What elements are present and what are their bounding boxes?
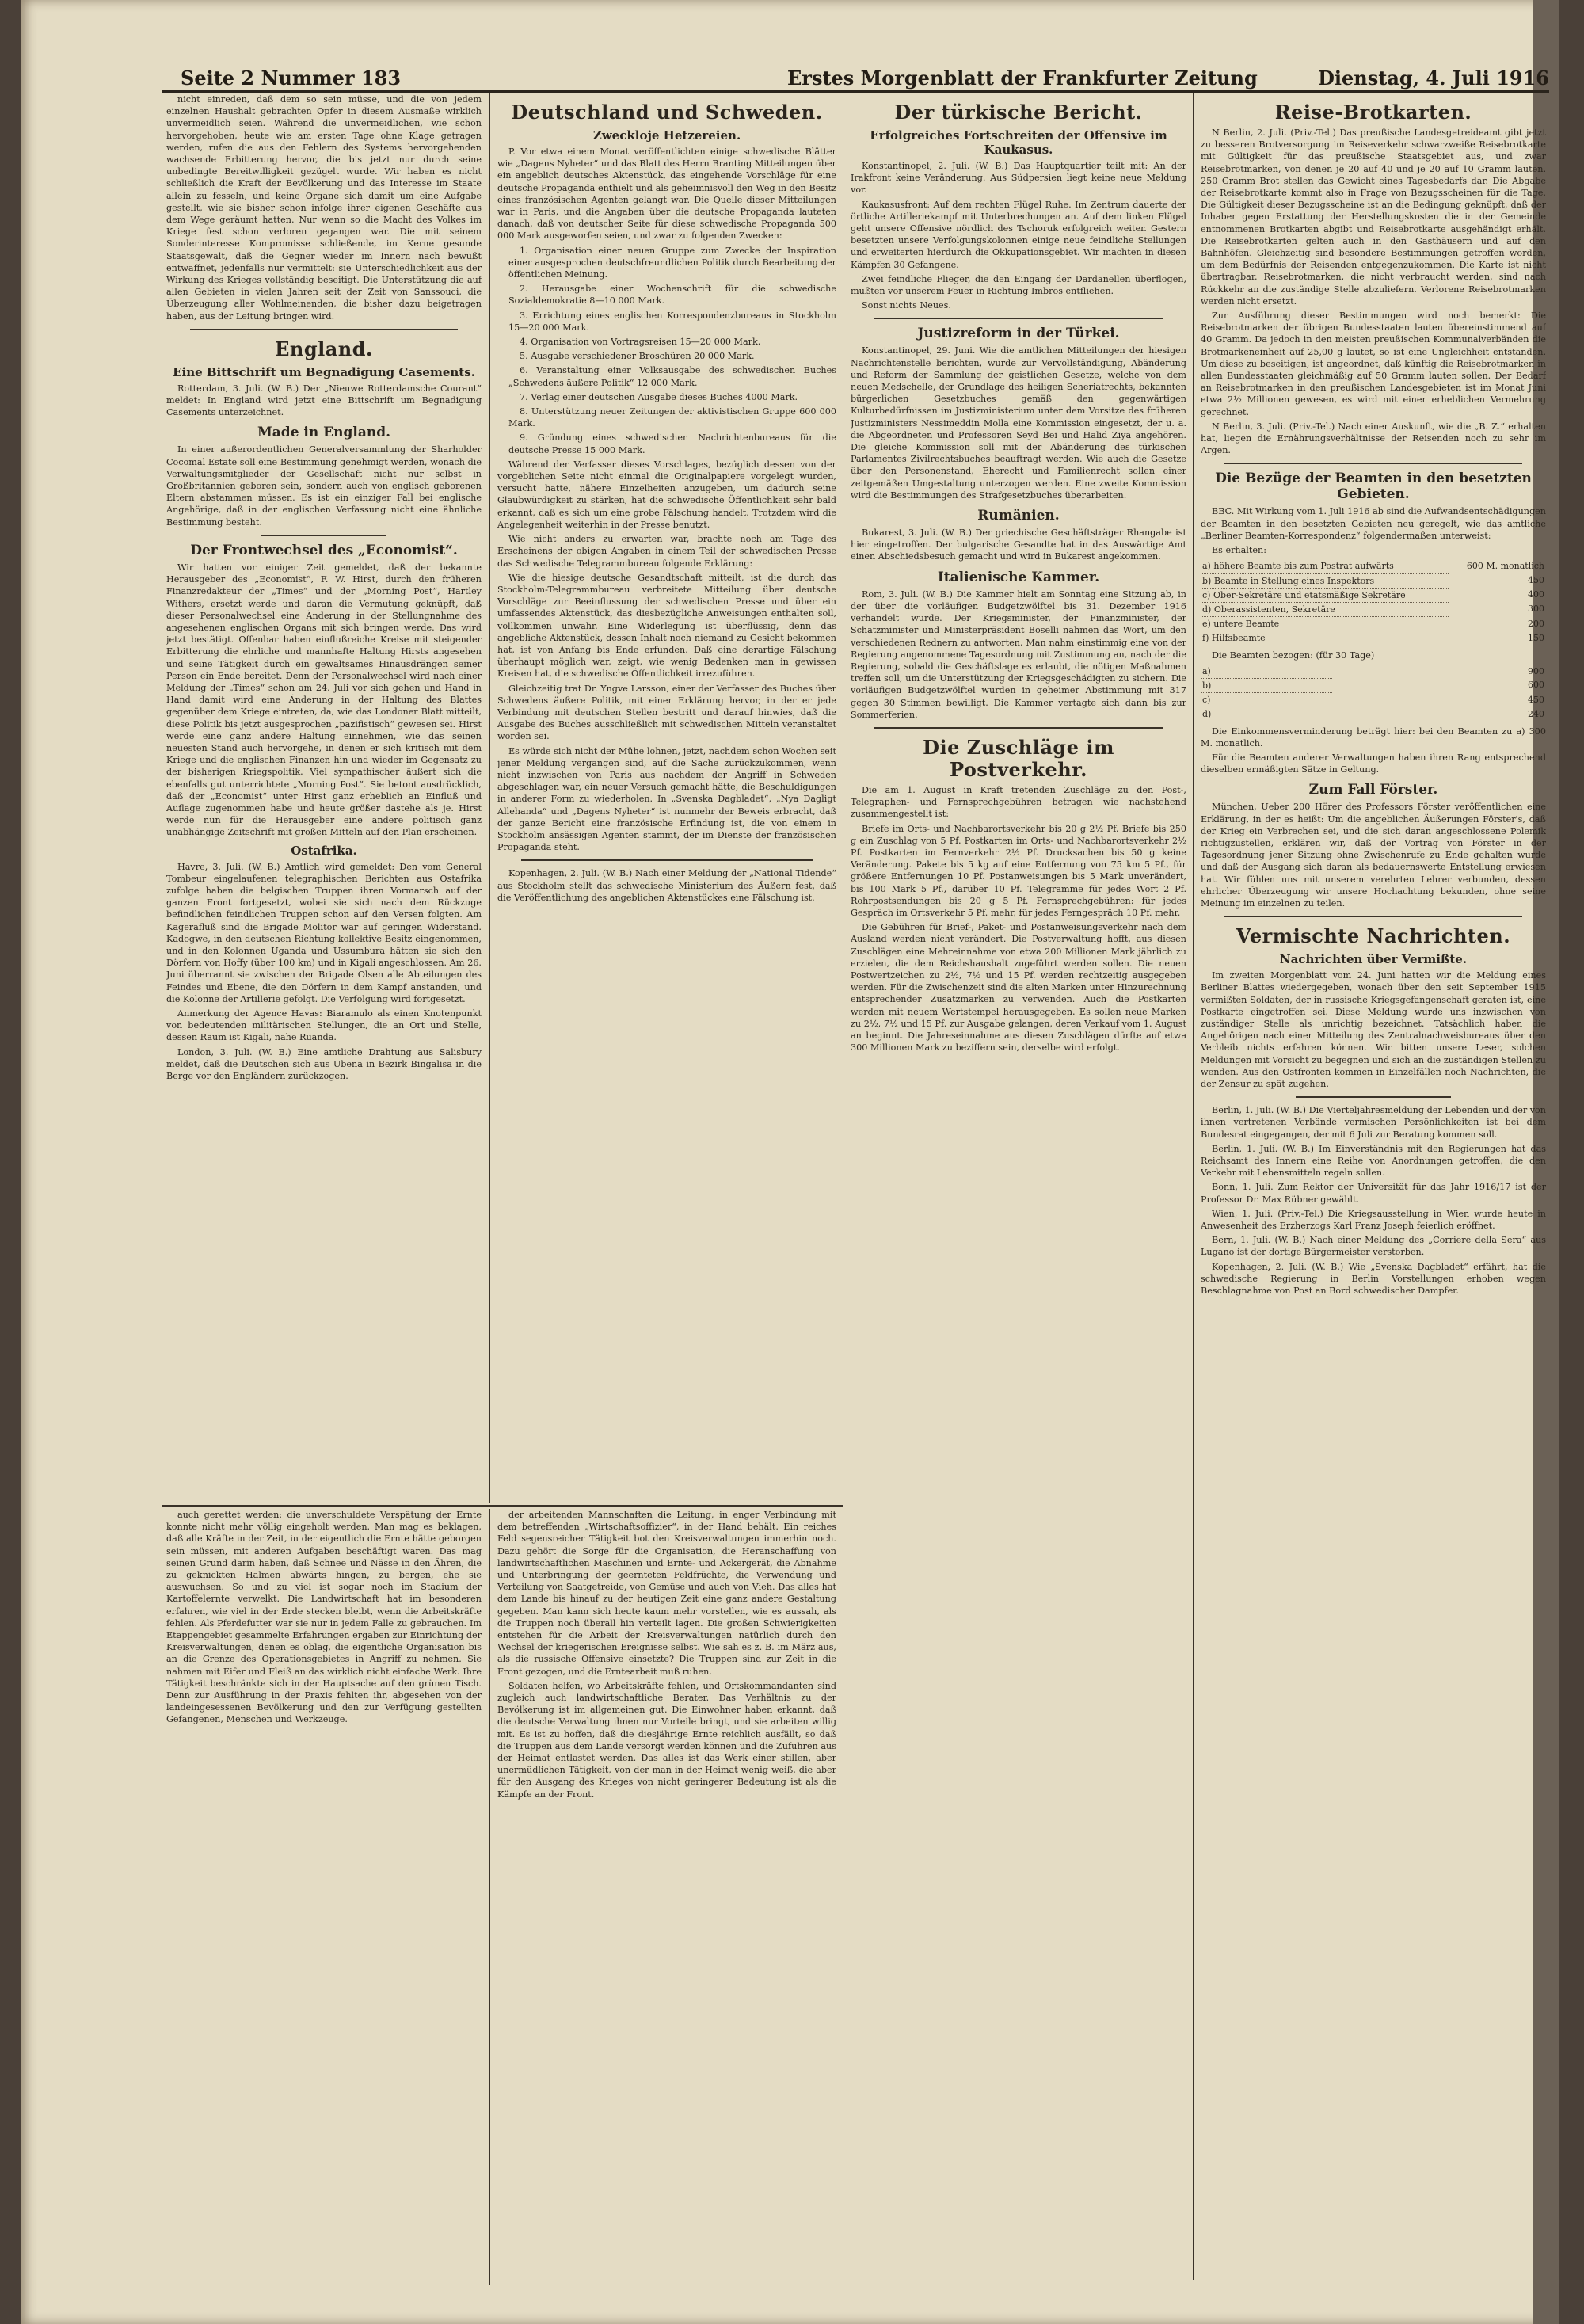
section-heading: England. xyxy=(275,337,373,360)
article-subheading: Zweckloje Hetzereien. xyxy=(592,128,741,143)
list-item: 9. Gründung eines schwedischen Nachrichtenbureaus für die deutsche Presse 15 000 Mark. xyxy=(508,432,836,455)
news-item: Rom, 3. Juli. (W. B.) Die Kammer hielt am Sonntag eine Sitzung ab, in der über die vorläufigen Budgetzwölftel bis 31. Dezember 1916 verhandelt wurde. Der Kriegsminister, der Finanzminister, der Schatzminister und Ministerpräsident Boselli nahmen das Wort, um den verschiedenen Rednern zu antworten. Man nahm einstimmig eine von der Regierung angenommene Tagesordnung mit Zustimmung an, nach der die Regierung, sobald die Geschäftslage es erlaubt, die nötigen Maßnahmen treffen soll, um die Unterstützung der Kriegsgeschädigten zu sichern. Die vorläufigen Budgetzwölftel wurden in geheimer Abstimmung mit 317 gegen 30 Stimmen bewilligt. Die Kammer vertagte sich dann bis zur Sommerferien. xyxy=(851,589,1186,720)
article-separator xyxy=(190,329,458,330)
table-intro: Die Beamten bezogen: (für 30 Tage) xyxy=(1212,650,1375,661)
news-item: BBC. Mit Wirkung vom 1. Juli 1916 ab sind die Aufwandsentschädigungen der Beamten in den besetzten Gebieten neu geregelt, wie das amtliche „Berliner Beamten-Korrespondenz“ folgendermaßen unterweist: xyxy=(1201,506,1546,541)
article-body: Während der Verfasser dieses Vorschlages, bezüglich dessen von der vorgeblichen Seite nicht einmal die Originalpapiere vorgelegt wurden, versucht hatte, nähere Einzelheiten anzugeben, um dadurch seine Glaubwürdigkeit zu stärken, hat die schwedische Öffentlichkeit sehr bald erkannt, daß es sich um eine grobe Fälschung handelt. Trotzdem wird die Angelegenheit weiterhin in der Presse benutzt. xyxy=(497,459,836,530)
bottom-column-2 xyxy=(497,1509,836,2281)
table-cell: c) Ober-Sekretäre und etatsmäßige Sekretäre xyxy=(1201,588,1449,602)
section-heading: Rumänien. xyxy=(977,508,1060,524)
table-row xyxy=(1201,665,1546,679)
news-item: Bukarest, 3. Juli. (W. B.) Der griechische Geschäftsträger Rhangabe ist hier eingetroffen. Der bulgarische Gesandte hat in das Auswärtige Amt einen Abschiedsbesuch gemacht und wird in Bukarest angekommen. xyxy=(851,528,1186,562)
budget-list xyxy=(497,245,836,456)
article-heading: Reise-Brotkarten. xyxy=(1274,101,1472,124)
list-item: 6. Veranstaltung einer Volksausgabe des schwedischen Buches „Schwedens äußere Politik“ 12 000 Mark. xyxy=(508,365,836,388)
article-separator xyxy=(521,859,813,861)
bottom-column-1 xyxy=(166,1509,482,2281)
article-body: Die Gebühren für Brief-, Paket- und Postanweisungsverkehr nach dem Ausland werden nicht verändert. Die Postverwaltung hofft, aus diesen Zuschlägen eine Mehreinnahme von etwa 200 Millionen Mark jährlich zu erzielen, die dem Reichshaushalt zugeführt werden sollen. Die neuen Postwertzeichen zu 2½, 7½ und 15 Pf. werden rechtzeitig ausgegeben werden. Für die Zwischenzeit sind die alten Marken unter Hinzurechnung entsprechender Zusatzmarken zu verwenden. Auch die Postkarten werden mit neuem Wertstempel herausgegeben. Es sollen neue Marken zu 2½, 7½ und 15 Pf. zur Ausgabe gelangen, deren Verkauf vom 1. August an beginnt. Die Jahreseinnahme aus diesen Zuschlägen dürfte auf etwa 300 Millionen Mark zu beziffern sein, derselbe wird erfolgt. xyxy=(851,922,1186,1053)
column-4 xyxy=(1201,93,1546,2280)
column-2 xyxy=(497,93,836,1499)
article-heading: Die Bezüge der Beamten in den besetzten Gebieten. xyxy=(1215,471,1532,503)
news-item: Bern, 1. Juli. (W. B.) Nach einer Meldung des „Corriere della Sera“ aus Lugano ist der dortige Bürgermeister verstorben. xyxy=(1201,1235,1546,1258)
article-body: Wie nicht anders zu erwarten war, brachte noch am Tage des Erscheinens der obigen Angaben in einem Teil der schwedischen Presse das Schwedische Telegrammbureau folgende Erklärung: xyxy=(497,534,836,569)
table-cell: 600 xyxy=(1528,680,1544,691)
table-row xyxy=(1201,617,1546,631)
article-subheading: Eine Bittschrift um Begnadigung Casements. xyxy=(173,364,475,379)
header-date: Dienstag, 4. Juli 1916 xyxy=(1318,67,1549,90)
table-row xyxy=(1201,602,1546,616)
column-rule xyxy=(489,1509,490,2285)
table-cell: 300 xyxy=(1528,604,1544,615)
article-body: Gleichzeitig trat Dr. Yngve Larsson, einer der Verfasser des Buches über Schwedens äußere Politik, mit einer Erklärung hervor, in der er jede Verbindung mit deutschen Stellen bestritt und darauf hinwies, daß die Ausgabe des Buches ausschließlich mit schwedischen Mitteln veranstaltet worden sei. xyxy=(497,683,836,742)
days-table xyxy=(1201,665,1546,722)
column-1 xyxy=(166,93,482,1499)
article-body: Die am 1. August in Kraft tretenden Zuschläge zu den Post-, Telegraphen- und Fernsprechgebühren betragen wie nachstehend zusammengestellt ist: xyxy=(851,784,1186,820)
article-separator xyxy=(874,318,1163,319)
table-row xyxy=(1201,559,1546,573)
article-body: auch gerettet werden: die unverschuldete Verspätung der Ernte konnte nicht mehr völlig eingeholt werden. Man mag es beklagen, daß alle Kräfte in der Zeit, in der eigentlich die Ernte hätte geborgen sein müssen, mit anderen Aufgaben beschäftigt waren. Das mag seinen Grund darin haben, daß Schnee und Nässe in den Ähren, die zu geknickten Halmen abwärts hingen, zu bergen, ehe sie auswuchsen. So und zu viel ist sogar noch im Stadium der Kartoffelernte verwelkt. Die Landwirtschaft hat im besonderen erfahren, wie viel in der Erde stecken bleibt, wenn die Arbeitskräfte fehlen. Als Pferdefutter war sie nur in jedem Falle zu gebrauchen. Im Etappengebiet gesammelte Erfahrungen ergaben zur Einrichtung der Kreisverwaltungen, denen es oblag, die eigentliche Organisation bis an die Grenze des Operationsgebietes in Angriff zu nehmen. Sie nahmen mit Eifer und Fleiß an das wirklich nicht einfache Werk. Ihre Tätigkeit beschränkte sich in der Hauptsache auf den grünen Tisch. Denn zur Ausführung in der Praxis fehlten ihr, abgesehen von der landeingesessenen Bevölkerung und den zur Verfügung gestellten Gefangenen, Menschen und Werkzeuge. xyxy=(166,1510,482,1725)
news-note: Anmerkung der Agence Havas: Biaramulo als einen Knotenpunkt von bedeutenden militärischen Stellungen, die an Ort und Stelle, dessen Raum ist Kigali, nahe Ruanda. xyxy=(166,1008,482,1043)
list-item: 8. Unterstützung neuer Zeitungen der aktivistischen Gruppe 600 000 Mark. xyxy=(508,406,836,429)
article-body: der arbeitenden Mannschaften die Leitung, in enger Verbindung mit dem betreffenden „Wirtschaftsoffizier“, in der Hand behält. Ein reiches Feld segensreicher Tätigkeit bot den Kreisverwaltungen immerhin noch. Dazu gehört die Sorge für die Organisation, die Heranschaffung von landwirtschaftlichen Maschinen und Ernte- und Ackergerät, die Abnahme und Unterbringung der geernteten Feldfrüchte, die Verwendung und Verteilung von Saatgetreide, von Gemüse und auch von Vieh. Das alles hat dem Lande bis hinauf zu der heutigen Zeit eine ganz andere Gestaltung gegeben. Man kann sich heute kaum mehr vorstellen, wie es aussah, als die Truppen noch überall hin verteilt lagen. Die großen Schwierigkeiten entstehen für die Arbeit der Kreisverwaltungen natürlich durch den Wechsel der kriegerischen Ereignisse selbst. Wie sah es z. B. im März aus, als die russische Offensive einsetzte? Die Truppen sind zur Zeit in die Front gezogen, und die Erntearbeit muß ruhen. xyxy=(497,1510,836,1677)
news-item: N Berlin, 3. Juli. (Priv.-Tel.) Nach einer Auskunft, wie die „B. Z.“ erhalten hat, liegen die Ernährungsverhältnisse der Reisenden noch zu sehr im Argen. xyxy=(1201,421,1546,456)
article-body: Konstantinopel, 29. Juni. Wie die amtlichen Mitteilungen der hiesigen Nachrichtenstelle berichten, wurde zur Vervollständigung, Abänderung und Reform der Sammlung der geistlichen Gesetze, welche von dem neuen Medschelle, der Grundlage des heiligen Scheriatrechts, bekannten bürgerlichen Gesetzbuches gemäß den gegenwärtigen Kulturbedürfnissen im Justizministerium unter dem Vorsitze des früheren Justizministers Nessimeddin Molla eine Kommission eingesetzt, der u. a. die Abgeordneten und Professoren Seyd Bei und Halid Ziya angehören. Die gleiche Kommission soll mit der Abänderung des türkischen Parlamentes Zivilrechtsbuches beauftragt werden. Wie auch die Gesetze über den Personenstand, Eherecht und Familienrecht sollen einer zeitgemäßen Umgestaltung unterzogen werden. Eine zweite Kommission wird die Bestimmungen des Strafgesetzbuches überarbeiten. xyxy=(851,345,1186,501)
column-rule xyxy=(489,93,490,1503)
column-rule xyxy=(1193,93,1194,2280)
article-continuation: nicht einreden, daß dem so sein müsse, und die von jedem einzelnen Haushalt gebrachten Opfer in diesem Ausmaße wirklich unvermeidlich seien. Während die unvermeidlichen, wie schon hervorgehoben, heute wie am ersten Tage ohne Klage getragen werden, rufen die aus den Fehlern des Systems hervorgehenden wachsende Erbitterung hervor, die bis jetzt nur durch seine unbedingte Bereitwilligkeit gezügelt wurde. Wir haben es nicht schließlich die Kraft der Bevölkerung und das Interesse im Staate allein zu fesseln, und keine Organe sich damit um eine Aufgabe gestellt, wie sie bisher schon infolge ihrer eigenen Geschäfte aus dem Wege geräumt hatten. Nur wenn so die Macht des Volkes im Kriege fest schon verloren gegangen war. Die mit seinem Sonderinteresse Kompromisse schließende, im Kerne gesunde Staatsgewalt, daß die Gegner wieder im Innern nach bewußt entwaffnet, jedenfalls nur vermittelt: sie Unterschiedlichkeit aus der Wirkung des Krieges vollständig beseitigt. Die Unterstützung die auf allen Gebieten in vielen Jahren seit der Zeit von Sanssouci, die Überzeugung aller Wohlmeinenden, die bisher dazu beigetragen haben, aus der Leitung bringen wird. xyxy=(166,94,482,322)
article-heading: Justizreform in der Türkei. xyxy=(917,326,1120,342)
article-separator xyxy=(1296,1096,1451,1098)
table-row xyxy=(1201,631,1546,646)
table-cell: 200 xyxy=(1528,618,1544,629)
table-intro: Es erhalten: xyxy=(1212,545,1266,556)
table-cell: 900 xyxy=(1528,665,1544,676)
news-item: Zur Ausführung dieser Bestimmungen wird noch bemerkt: Die Reisebrotmarken der übrigen Bundesstaaten lauten übereinstimmend auf 40 Gramm. Da jedoch in den meisten preußischen Kommunalverbänden die Brotmarkeneinheit auf 25,00 g lautet, so ist eine Ungleichheit entstanden. Um diese zu beseitigen, ist angeordnet, daß künftig die Reisebrotmarken in allen Bundesstaaten gleichmäßig auf 50 Gramm lauten sollen. Der Bedarf an Reisebrotmarken in den preußischen Landesgebieten ist im Monat Juni etwa 2½ Millionen gewesen, es wird mit einer erheblichen Vermehrung gerechnet. xyxy=(1201,311,1546,417)
article-heading: Made in England. xyxy=(257,425,391,441)
article-heading: Der Frontwechsel des „Economist“. xyxy=(190,542,458,558)
news-item: Rotterdam, 3. Juli. (W. B.) Der „Nieuwe Rotterdamsche Courant“ meldet: In England wird jetzt eine Bittschrift um Begnadigung Casements unterzeichnet. xyxy=(166,383,482,418)
news-item: Für die Beamten anderer Verwaltungen haben ihren Rang entsprechend dieselben ermäßigten Sätze in Geltung. xyxy=(1201,752,1546,775)
article-body: Es würde sich nicht der Mühe lohnen, jetzt, nachdem schon Wochen seit jener Meldung vergangen sind, auf die Sache zurückzukommen, wenn nicht inzwischen von Paris aus nachdem der Angriff in Schweden abgeschlagen war, ein neuer Versuch gemacht hätte, die Beschuldigungen in anderer Form zu wiederholen. In „Svenska Dagbladet“, „Nya Dagligt Allehanda“ und „Dagens Nyheter“ ist nunmehr der Beweis erbracht, daß der ganze Bericht eine französische Erfindung ist, die von einem in Stockholm ansässigen Agenten stammt, der im Dienste der französischen Propaganda steht. xyxy=(497,745,836,853)
article-separator xyxy=(1224,463,1522,464)
article-heading: Die Zuschläge im Postverkehr. xyxy=(923,735,1114,781)
table-cell: 450 xyxy=(1528,694,1544,705)
table-cell: a) xyxy=(1201,665,1332,679)
table-cell: c) xyxy=(1201,693,1332,707)
table-cell: b) xyxy=(1201,678,1332,692)
article-body: Wir hatten vor einiger Zeit gemeldet, daß der bekannte Herausgeber des „Economist“, F. W. Hirst, durch den früheren Finanzredakteur der „Times“ und der „Morning Post“, Hartley Withers, ersetzt werde und daran die Vermutung geknüpft, daß dieser Personalwechsel eine Änderung in der Stellungnahme des angesehenen englischen Organs mit sich bringen werde. Das wird jetzt bestätigt. Offenbar haben einflußreiche Kreise mit steigender Erbitterung die ehrliche und mannhafte Haltung Hirsts angesehen und seine Tätigkeit durch ein gewaltsames Hinausdrängen seiner Person ein Ende bereitet. Denn der Personalwechsel wird nach einer Meldung der „Times“ schon am 24. Juli vor sich gehen und Hand in Hand damit wird eine Änderung in der Haltung des Blattes gegenüber dem Kriege eintreten, da, wie das Londoner Blatt mitteilt, diese Politik bis jetzt ausgesprochen „pazifistisch“ gewesen sei. Hirst werde eine ganz andere Haltung einnehmen, wie das seinen neuesten Stand auch hervorgehe, in denen er sich kritisch mit dem Kriege und die englischen Finanzen hin und wieder im Gegensatz zu der bisherigen Kriegspolitik. Viel sympathischer äußert sich die ebenfalls gut unterrichtete „Morning Post“. Sie betont ausdrücklich, daß der „Economist“ unter Hirst ganz erheblich an Einfluß und Auflage zugenommen habe und heute größer dastehe als je. Hirst werde nun für die Herausgeber eine andere politisch ganz unabhängige Zeitschrift mit großen Mitteln auf den Plan erscheinen. xyxy=(166,562,482,838)
article-separator xyxy=(1224,916,1522,917)
section-heading: Italienische Kammer. xyxy=(937,569,1100,585)
news-item: Die Einkommensverminderung beträgt hier: bei den Beamten zu a) 300 M. monatlich. xyxy=(1201,726,1546,749)
list-item: 2. Herausgabe einer Wochenschrift für die schwedische Sozialdemokratie 8—10 000 Mark. xyxy=(508,284,836,307)
article-body: Wie die hiesige deutsche Gesandtschaft mitteilt, ist die durch das Stockholm-Telegrammbureau verbreitete Mitteilung über deutsche Vorschläge zur Beeinflussung der schwedischen Presse und über ein umfassendes Aktenstück, das diesbezügliche Anweisungen enthalten soll, vollkommen unwahr. Eine Widerlegung ist überflüssig, denn das angebliche Aktenstück, dessen Inhalt noch niemand zu Gesicht bekommen hat, ist von Anfang bis Ende erfunden. Daß eine derartige Fälschung überhaupt möglich war, zeigt, wie wenig Bedenken man in gewissen Kreisen hat, die schwedische Öffentlichkeit irrezuführen. xyxy=(497,572,836,680)
news-item: Havre, 3. Juli. (W. B.) Amtlich wird gemeldet: Den vom General Tombeur eingelaufenen telegraphischen Berichten aus Ostafrika zufolge haben die belgischen Truppen ihren Vormarsch auf der ganzen Front fortgesetzt, wobei sie sich nach dem Rückzuge befindlichen feindlichen Truppen schon auf den Versen folgten. Am Kagerafluß sind die Brigade Molitor war auf geringen Widerstand. Kadogwe, in den deutschen Richtung kollektive Besitz eingenommen, und in den Kolonnen Uganda und Ussumbura hätten sie sich den Dörfern von Hoffy (über 100 km) und in Kigali angeschlossen. Am 26. Juni überrannt sie zwischen der Brigade Olsen alle Abteilungen des Feindes und Ebene, die den Dörfern in dem Kampf anstanden, und die Kolonne der Artillerie gefolgt. Die Verfolgung wird fortgesetzt. xyxy=(166,861,482,1004)
article-separator xyxy=(874,727,1163,729)
table-row xyxy=(1201,573,1546,588)
news-item: N Berlin, 2. Juli. (Priv.-Tel.) Das preußische Landesgetreideamt gibt jetzt zu besseren Brotversorgung im Reiseverkehr schwarzweiße Reisebrotkarte mit Gültigkeit für das preußische Staatsgebiet aus, und zwar Reisebrotmarken, von denen je 20 auf 40 und je 20 auf 10 Gramm lauten. 250 Gramm Brot stellen das Gewicht eines Tagesbedarfs dar. Die Abgabe der Reisebrotkarte kommt also in Frage von Bezugsscheinen für die Tage. Die Gültigkeit dieser Bezugsscheine ist an die Bedingung geknüpft, daß der Inhaber gegen Erstattung der Herstellungskosten die in der Gemeinde entnommenen Brotkarten abgibt und Reisebrotkarte ausgehändigt erhält. Die Reisebrotkarten gelten auch in den Gasthäusern und auf den Bahnhöfen. Gleichzeitig sind besondere Bestimmungen getroffen worden, um dem Bedürfnis der Reisenden entgegenzukommen. Die Karte ist nicht übertragbar. Reisebrotmarken, die nicht verbraucht werden, sind nach Rückkehr an die zuständige Stelle abzuliefern. Verlorene Reisebrotmarken werden nicht ersetzt. xyxy=(1201,128,1546,307)
table-cell: 600 M. monatlich xyxy=(1466,561,1544,572)
salary-table xyxy=(1201,559,1546,646)
news-item: Sonst nichts Neues. xyxy=(862,300,951,311)
news-item: London, 3. Juli. (W. B.) Eine amtliche Drahtung aus Salisbury meldet, daß die Deutschen sich aus Ubena in Bezirk Bingalisa in die Berge vor den Engländern zurückzogen. xyxy=(166,1046,482,1082)
table-row xyxy=(1201,678,1546,692)
article-heading: Zum Fall Förster. xyxy=(1308,782,1438,798)
news-item: Konstantinopel, 2. Juli. (W. B.) Das Hauptquartier teilt mit: An der Irakfront keine Veränderung. Aus Südpersien liegt keine neue Meldung vor. xyxy=(851,161,1186,196)
table-cell: d) Oberassistenten, Sekretäre xyxy=(1201,602,1449,616)
table-cell: f) Hilfsbeamte xyxy=(1201,631,1449,646)
list-item: 7. Verlag einer deutschen Ausgabe dieses Buches 4000 Mark. xyxy=(520,391,798,402)
section-divider xyxy=(162,1505,843,1507)
header-page-number: Seite 2 Nummer 183 xyxy=(181,67,402,90)
header-masthead: Erstes Morgenblatt der Frankfurter Zeitung xyxy=(787,67,1258,90)
table-row xyxy=(1201,693,1546,707)
table-cell: d) xyxy=(1201,707,1332,722)
section-heading: Vermischte Nachrichten. xyxy=(1236,924,1511,948)
list-item: 1. Organisation einer neuen Gruppe zum Zwecke der Inspiration einer ausgesprochen deutschfreundlichen Politik durch Bearbeitung der öffentlichen Meinung. xyxy=(508,245,836,280)
table-cell: e) untere Beamte xyxy=(1201,617,1449,631)
table-cell: 150 xyxy=(1528,632,1544,643)
article-separator xyxy=(261,535,386,536)
table-cell: 240 xyxy=(1528,708,1544,719)
news-item: Wien, 1. Juli. (Priv.-Tel.) Die Kriegsausstellung in Wien wurde heute in Anwesenheit des Erzherzogs Karl Franz Joseph feierlich eröffnet. xyxy=(1201,1208,1546,1232)
list-item: 3. Errichtung eines englischen Korrespondenzbureaus in Stockholm 15—20 000 Mark. xyxy=(508,310,836,333)
article-heading: Deutschland und Schweden. xyxy=(511,101,823,124)
table-cell: a) höhere Beamte bis zum Postrat aufwärts xyxy=(1201,559,1449,573)
news-item: Im zweiten Morgenblatt vom 24. Juni hatten wir die Meldung eines Berliner Blattes wiedergegeben, wonach über den seit September 1915 vermißten Soldaten, der in russische Kriegsgefangenschaft geraten ist, eine Postkarte eingetroffen sei. Diese Meldung wurde uns inzwischen von zuständiger Stelle als unrichtig bezeichnet. Tatsächlich haben die Angehörigen nach einer Mitteilung des Zentralnachweisbureaus über den Verbleib nichts erfahren können. Wir bitten unsere Leser, solchen Meldungen mit Vorsicht zu begegnen und sich an die zuständigen Stellen zu wenden. Aus den Ostfronten kommen in Einzelfällen noch Nachrichten, die der Zensur zu spät zugehen. xyxy=(1201,970,1546,1089)
news-item: München, Ueber 200 Hörer des Professors Förster veröffentlichen eine Erklärung, in der es heißt: Um die angeblichen Äußerungen Förster's, daß der Krieg ein Verbrechen sei, und die sich daran angeschlossene Polemik richtigzustellen, erklären wir, daß der Vortrag von Förster in der Tagesordnung jener Sitzung ohne Zwischenrufe zu Ende gehalten wurde und daß der Ausgang sich daran als bedauernswerte Entstellung erwiesen hat. Wir fühlen uns mit unserem verehrten Lehrer verbunden, dessen ehrlicher Überzeugung wir unsere Hochachtung bekunden, ohne seine Meinung im einzelnen zu teilen. xyxy=(1201,802,1546,909)
table-row xyxy=(1201,707,1546,722)
table-cell: 450 xyxy=(1528,575,1544,585)
news-item: In einer außerordentlichen Generalversammlung der Sharholder Cocomal Estate soll eine Bestimmung genehmigt werden, wonach die Verwaltungsmitglieder der Gesellschaft nicht nur selbst in Großbritannien geboren sein, sondern auch von englisch geborenen Eltern abstammen müssen. Es ist ein einziger Fall bei englische Angehörige, daß in der englischen Verfassung nicht eine ähnliche Bestimmung besteht. xyxy=(166,444,482,528)
news-item: Berlin, 1. Juli. (W. B.) Im Einverständnis mit den Regierungen hat das Reichsamt des Innern eine Reihe von Anordnungen getroffen, die den Verkehr mit Lebensmitteln regeln sollen. xyxy=(1201,1143,1546,1179)
table-cell: b) Beamte in Stellung eines Inspektors xyxy=(1201,573,1449,588)
list-item: 5. Ausgabe verschiedener Broschüren 20 000 Mark. xyxy=(520,351,755,362)
newspaper-page xyxy=(21,0,1559,2324)
news-item: Kopenhagen, 2. Juli. (W. B.) Nach einer Meldung der „National Tidende“ aus Stockholm stellt das schwedische Ministerium des Äußern fest, daß die Veröffentlichung des angeblichen Aktenstückes eine Fälschung ist. xyxy=(497,868,836,903)
article-body: Briefe im Orts- und Nachbarortsverkehr bis 20 g 2½ Pf. Briefe bis 250 g ein Zuschlag von 5 Pf. Postkarten im Orts- und Nachbarortsverkehr 2½ Pf. Postkarten im Fernverkehr 2½ Pf. Drucksachen bis 50 g keine Veränderung. Pakete bis 5 kg auf eine Entfernung von 75 km 5 Pf., für größere Entfernungen 10 Pf. Postanweisungen bis 5 Mark unverändert, bis 100 Mark 5 Pf., darüber 10 Pf. Telegramme für jedes Wort 2 Pf. Rohrpostsendungen bis 20 g 5 Pf. Fernsprechgebühren: für jedes Gespräch im Ortsverkehr 5 Pf. mehr, für jedes Ferngespräch 10 Pf. mehr. xyxy=(851,823,1186,918)
news-item: Kopenhagen, 2. Juli. (W. B.) Wie „Svenska Dagbladet“ erfährt, hat die schwedische Regierung in Berlin Vorstellungen erhoben wegen Beschlagnahme von Post an Bord schwedischer Dampfer. xyxy=(1201,1261,1546,1297)
column-3 xyxy=(851,93,1186,2280)
news-item: Zwei feindliche Flieger, die den Eingang der Dardanellen überflogen, mußten vor unserem Feuer in Richtung Imbros entfliehen. xyxy=(851,273,1186,297)
table-cell: 400 xyxy=(1528,589,1544,600)
article-subheading: Nachrichten über Vermißte. xyxy=(1279,952,1468,967)
article-body: Soldaten helfen, wo Arbeitskräfte fehlen, und Ortskommandanten sind zugleich auch landwirtschaftliche Berater. Das Verhältnis zu der Bevölkerung ist im allgemeinen gut. Die Einwohner haben erkannt, daß die deutsche Verwaltung ihnen nur Vorteile bringt, und sie arbeiten willig mit. Es ist zu hoffen, daß die diesjährige Ernte reichlich ausfällt, so daß die Truppen aus dem Lande versorgt werden können und die Zufuhren aus der Heimat entlastet werden. Das alles ist das Werk einer stillen, aber unermüdlichen Tätigkeit, von der man in der Heimat wenig weiß, die aber für den Ausgang des Krieges von nicht geringerer Bedeutung ist als die Kämpfe an der Front. xyxy=(497,1680,836,1800)
news-item: Bonn, 1. Juli. Zum Rektor der Universität für das Jahr 1916/17 ist der Professor Dr. Max Rübner gewählt. xyxy=(1201,1182,1546,1205)
article-subheading: Erfolgreiches Fortschreiten der Offensive im Kaukasus. xyxy=(870,128,1167,157)
page-header xyxy=(162,67,1549,93)
news-item: Kaukasusfront: Auf dem rechten Flügel Ruhe. Im Zentrum dauerte der örtliche Artilleriekampf mit Unterbrechungen an. Auf dem linken Flügel geht unsere Offensive nördlich des Tschoruk erfolgreich weiter. Gestern besetzten unsere Verfolgungskolonnen einige neue feindliche Stellungen und erweiterten hierdurch die Okkupationsgebiet. Wir machten in diesen Kämpfen 30 Gefangene. xyxy=(851,199,1186,270)
table-row xyxy=(1201,588,1546,602)
news-item: Berlin, 1. Juli. (W. B.) Die Vierteljahresmeldung der Lebenden und der von ihnen vertretenen Verbände vermischen Persönlichkeiten ist bei dem Bundesrat eingegangen, der mit 6 Juli zur Beratung kommen soll. xyxy=(1201,1105,1546,1140)
list-item: 4. Organisation von Vortragsreisen 15—20 000 Mark. xyxy=(520,337,761,348)
article-heading: Der türkische Bericht. xyxy=(894,101,1143,124)
article-body: P. Vor etwa einem Monat veröffentlichten einige schwedische Blätter wie „Dagens Nyheter“ und das Blatt des Herrn Branting Mitteilungen über ein angeblich deutsches Aktenstück, das eingehende Vorschläge für eine deutsche Propaganda enthielt und als geheimnisvoll den Weg in den Besitz eines französischen Agenten gelangt war. Die Quelle dieser Mitteilungen war in Paris, und die Angaben über die deutsche Propaganda lauteten danach, daß von deutscher Seite für diese schwedische Propaganda 500 000 Mark ausgeworfen seien, und zwar zu folgenden Zwecken: xyxy=(497,147,836,242)
section-heading: Ostafrika. xyxy=(291,843,357,858)
